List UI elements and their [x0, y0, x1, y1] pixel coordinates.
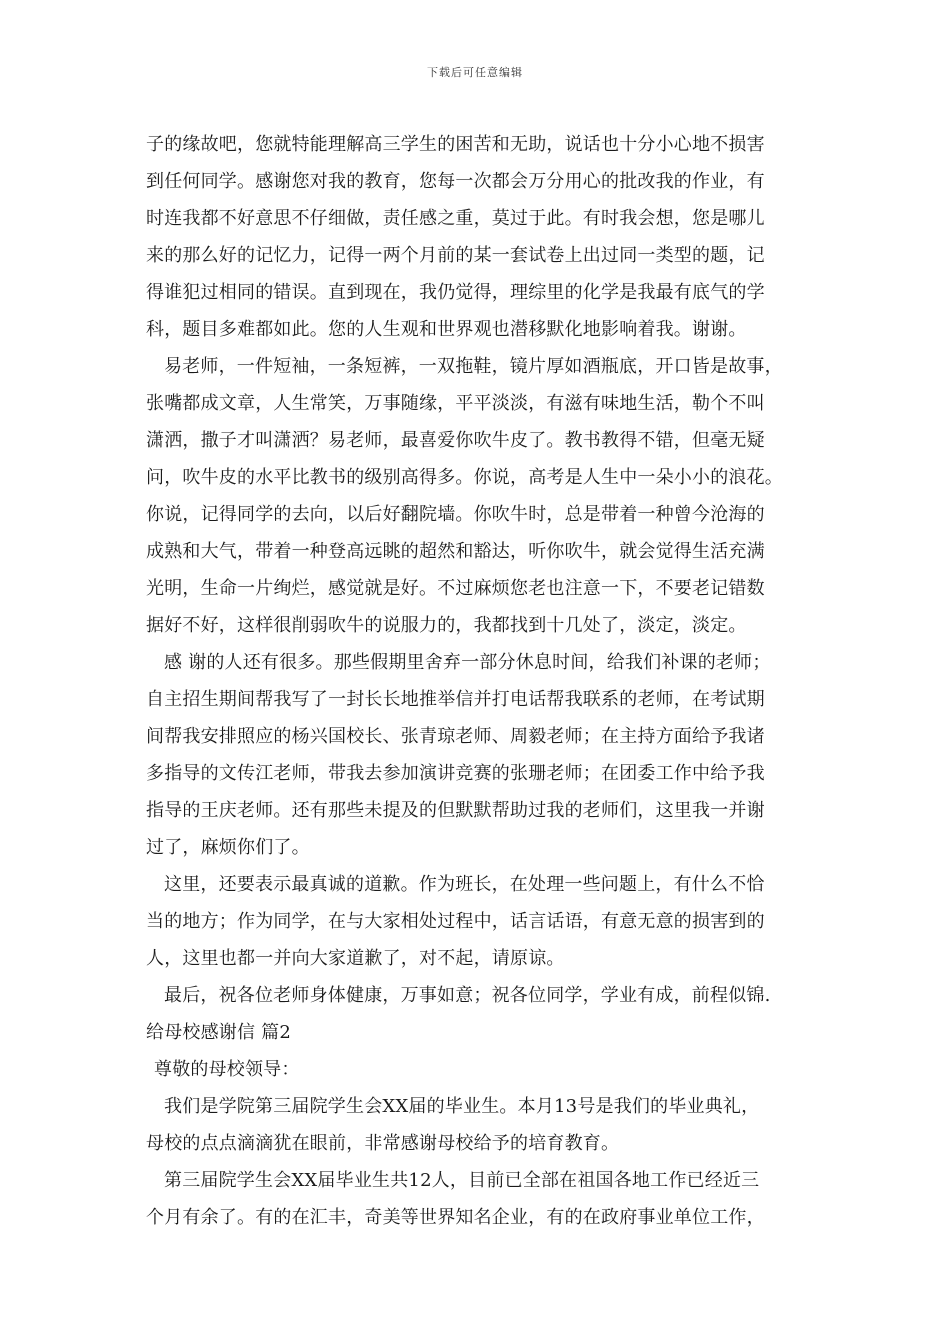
- text-line: 指导的王庆老师。还有那些未提及的但默默帮助过我的老师们，这里我一并谢: [146, 800, 765, 821]
- paragraph-start-line: 易老师，一件短袖，一条短裤，一双拖鞋，镜片厚如酒瓶底，开口皆是故事，: [164, 356, 783, 377]
- text-line: 张嘴都成文章，人生常笑，万事随缘，平平淡淡，有滋有味地生活，勒个不叫: [146, 393, 765, 414]
- section-heading: 给母校感谢信 篇2: [146, 1022, 291, 1043]
- text-line: 子的缘故吧，您就特能理解高三学生的困苦和无助，说话也十分小心地不损害: [146, 134, 765, 155]
- text-line: 潇洒，撒子才叫潇洒？易老师，最喜爱你吹牛皮了。教书教得不错，但毫无疑: [146, 430, 765, 451]
- text-line: 间帮我安排照应的杨兴国校长、张青琼老师、周毅老师；在主持方面给予我诸: [146, 726, 765, 747]
- document-body: [146, 126, 806, 1236]
- text-line: 自主招生期间帮我写了一封长长地推举信并打电话帮我联系的老师，在考试期: [146, 689, 765, 710]
- text-line: 你说，记得同学的去向，以后好翻院墙。你吹牛时，总是带着一种曾今沧海的: [146, 504, 765, 525]
- text-line: 成熟和大气，带着一种登高远眺的超然和豁达，听你吹牛，就会觉得生活充满: [146, 541, 765, 562]
- paragraph-start-line: 感 谢的人还有很多。那些假期里舍弃一部分休息时间，给我们补课的老师；: [164, 652, 771, 673]
- text-line: 个月有余了。有的在汇丰，奇美等世界知名企业，有的在政府事业单位工作，: [146, 1207, 765, 1228]
- text-line: 得谁犯过相同的错误。直到现在，我仍觉得，理综里的化学是我最有底气的学: [146, 282, 765, 303]
- paragraph-start-line: 这里，还要表示最真诚的道歉。作为班长，在处理一些问题上，有什么不恰: [164, 874, 765, 895]
- text-line: 来的那么好的记忆力，记得一两个月前的某一套试卷上出过同一类型的题，记: [146, 245, 765, 266]
- text-line: 多指导的文传江老师，带我去参加演讲竞赛的张珊老师；在团委工作中给予我: [146, 763, 765, 784]
- page-header: 下载后可任意编辑: [427, 66, 523, 79]
- text-line: 据好不好，这样很削弱吹牛的说服力的，我都找到十几处了，淡定，淡定。: [146, 615, 747, 636]
- text-line: 科，题目多难都如此。您的人生观和世界观也潜移默化地影响着我。谢谢。: [146, 319, 747, 340]
- text-line: 时连我都不好意思不仔细做，责任感之重，莫过于此。有时我会想，您是哪儿: [146, 208, 765, 229]
- salutation: 尊敬的母校领导：: [154, 1059, 300, 1080]
- text-line: 过了，麻烦你们了。: [146, 837, 310, 858]
- text-line: 当的地方；作为同学，在与大家相处过程中，话言话语，有意无意的损害到的: [146, 911, 765, 932]
- text-line: 到任何同学。感谢您对我的教育，您每一次都会万分用心的批改我的作业，有: [146, 171, 765, 192]
- text-line: 光明，生命一片绚烂，感觉就是好。不过麻烦您老也注意一下，不要老记错数: [146, 578, 765, 599]
- paragraph-start-line: 最后，祝各位老师身体健康，万事如意；祝各位同学，学业有成，前程似锦.: [164, 985, 771, 1006]
- paragraph-start-line: 我们是学院第三届院学生会XX届的毕业生。本月13号是我们的毕业典礼，: [164, 1096, 760, 1117]
- text-line: 人，这里也都一并向大家道歉了，对不起，请原谅。: [146, 948, 565, 969]
- text-line: 问，吹牛皮的水平比教书的级别高得多。你说，高考是人生中一朵小小的浪花。: [146, 467, 783, 488]
- paragraph-start-line: 第三届院学生会XX届毕业生共12人，目前已全部在祖国各地工作已经近三: [164, 1170, 760, 1191]
- text-line: 母校的点点滴滴犹在眼前，非常感谢母校给予的培育教育。: [146, 1133, 620, 1154]
